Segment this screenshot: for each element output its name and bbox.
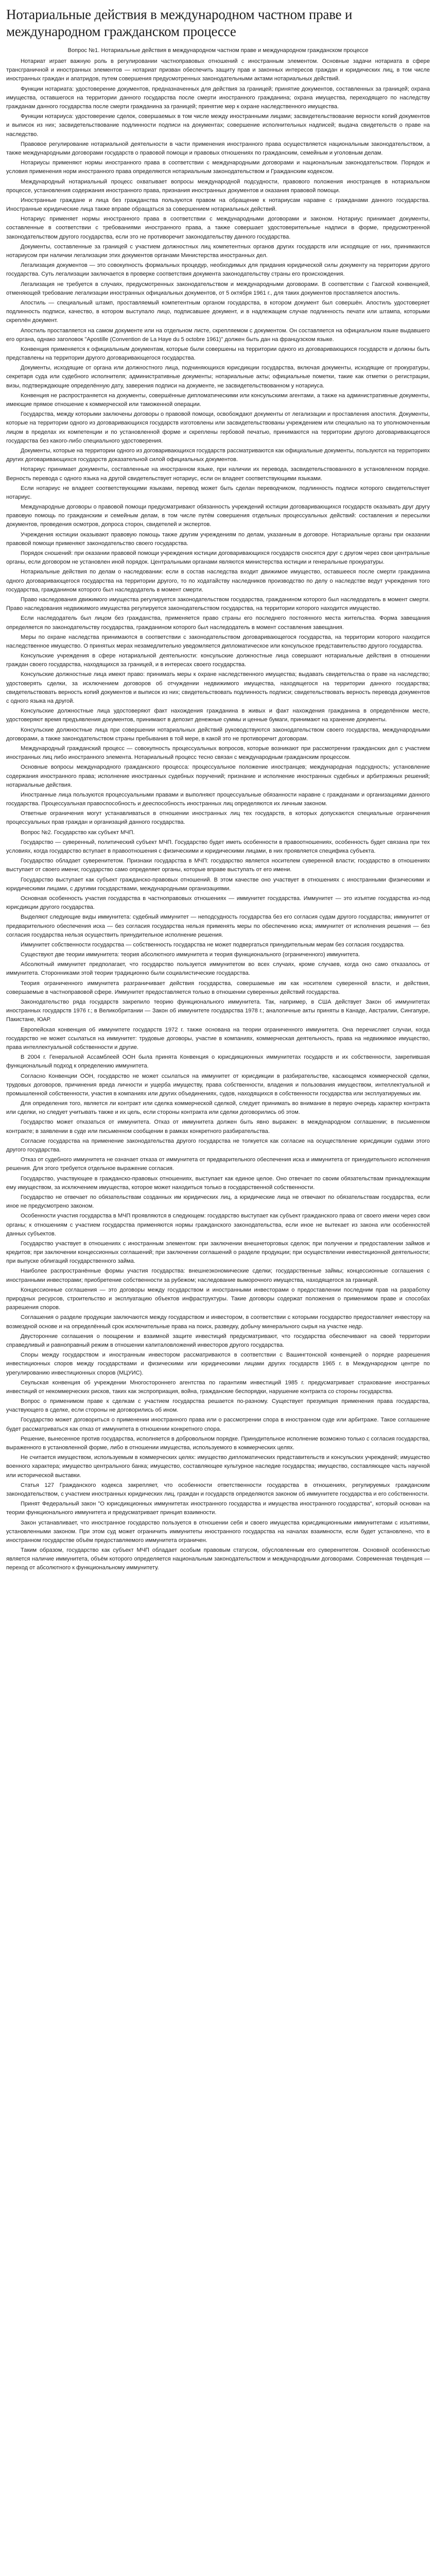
body-paragraph: Государства, между которыми заключены договоры о правовой помощи, освобождают документы от легализации и проставления апостиля. Документы, которые на территории одного из договаривающихся государств изготовлены или засвидетельствованы учреждением или специально на то уполномоченным лицом в пределах их компетенции и по установленной форме и скреплены гербовой печатью, принимаются на территории другого договаривающегося государства без какого-либо специального удостоверения. (6, 411, 430, 444)
body-paragraph: Основная особенность участия государства в частноправовых отношениях — иммунитет государства. Иммунитет — это изъятие государства из-под юрисдикции другого государства. (6, 895, 430, 911)
body-paragraph: Нотариальные действия по делам о наследовании: если в состав наследства входит движимое имущество, оставшееся после смерти гражданина одного договаривающегося государства на территории другого, то по ходатайству наследников производство по делу о наследстве ведут учреждения того государства, гражданином которого был наследодатель в момент смерти. (6, 569, 430, 593)
article-body (6, 46, 430, 1573)
body-paragraph: Таким образом, государство как субъект МЧП обладает особым правовым статусом, обусловленным его суверенитетом. Основной особенностью является наличие иммунитета, объём которого определяется национальным законодательством и международными договорами. Современная тенденция — переход от абсолютного к функциональному иммунитету. (6, 1547, 430, 1571)
body-paragraph: Консульские должностные лица удостоверяют факт нахождения гражданина в живых и факт нахождения гражданина в определённом месте, удостоверяют время предъявления документов, принимают в депозит денежные суммы и ценные бумаги, принимают на хранение документы. (6, 708, 430, 723)
body-paragraph: Конвенция не распространяется на документы, совершённые дипломатическими или консульскими агентами, а также на административные документы, имеющие прямое отношение к коммерческой или таможенной операции. (6, 392, 430, 408)
body-paragraph: Учреждения юстиции оказывают правовую помощь также другим учреждениям по делам, указанным в договоре. Нотариальные органы при оказании правовой помощи применяют законодательство своего государства. (6, 531, 430, 547)
body-paragraph: Консульские учреждения в сфере нотариальной деятельности: консульские должностные лица совершают нотариальные действия в отношении граждан своего государства, находящихся за границей, и в интересах своего государства. (6, 653, 430, 668)
body-paragraph: Консульские должностные лица при совершении нотариальных действий руководствуются законодательством своего государства, международными договорами, а также законодательством страны пребывания в той мере, в какой это не противоречит договорам. (6, 726, 430, 742)
body-paragraph: Сеульская конвенция об учреждении Многостороннего агентства по гарантиям инвестиций 1985 г. предусматривает страхование иностранных инвестиций от некоммерческих рисков, таких как экспроприация, война, гражданские беспорядки, нарушение контракта со стороны государства. (6, 1379, 430, 1395)
body-paragraph: Государство может отказаться от иммунитета. Отказ от иммунитета должен быть явно выражен: в международном соглашении; в письменном контракте; в заявлении в суде или письменном сообщении в рамках конкретного разбирательства. (6, 1119, 430, 1134)
body-paragraph: Меры по охране наследства принимаются в соответствии с законодательством договаривающегося государства, на территории которого находится наследственное имущество. О принятых мерах незамедлительно уведомляется дипломатическое или консульское представительство другого государства. (6, 634, 430, 649)
body-paragraph: Государство выступает как субъект гражданско-правовых отношений. В этом качестве оно участвует в отношениях с иностранными физическими и юридическими лицами, с другими государствами, международными организациями. (6, 876, 430, 892)
body-paragraph: Апостиль проставляется на самом документе или на отдельном листе, скрепляемом с документом. Он составляется на официальном языке выдавшего его органа, однако заголовок "Apostille (Convention de La Haye du 5 octobre 1961)" должен быть дан на французском языке. (6, 327, 430, 343)
body-paragraph: Иностранные лица пользуются процессуальными правами и выполняют процессуальные обязанности наравне с гражданами и организациями данного государства. Процессуальная правоспособность и дееспособность иностранных лиц определяются их личным законом. (6, 791, 430, 807)
body-paragraph: Основные вопросы международного гражданского процесса: процессуальное положение иностранцев; международная подсудность; установление содержания иностранного права; исполнение иностранных судебных поручений; признание и исполнение иностранных судебных и арбитражных решений; нотариальные действия. (6, 764, 430, 788)
body-paragraph: Европейская конвенция об иммунитете государств 1972 г. также основана на теории ограниченного иммунитета. Она перечисляет случаи, когда государство не может ссылаться на иммунитет: трудовые договоры, участие в компаниях, коммерческая деятельность, права на недвижимое имущество, права интеллектуальной собственности и другие. (6, 1026, 430, 1050)
body-paragraph: Государство обладает суверенитетом. Признаки государства в МЧП: государство является носителем суверенной власти; государство в отношениях выступает от своего имени; государство само определяет органы, которые вправе выступать от его имени. (6, 858, 430, 873)
body-paragraph: Государство может договориться о применении иностранного права или о рассмотрении спора в иностранном суде или арбитраже. Такое соглашение будет рассматриваться как отказ от иммунитета в отношении конкретного спора. (6, 1417, 430, 1432)
body-paragraph: Конвенция применяется к официальным документам, которые были совершены на территории одного из договаривающихся государств и должны быть представлены на территории другого договаривающегося государства. (6, 346, 430, 362)
question-heading: Вопрос №1. Нотариальные действия в международном частном праве и международном гражданском процессе (67, 47, 369, 54)
body-paragraph: Теория ограниченного иммунитета разграничивает действия государства, совершаемые им как носителем суверенной власти, и действия, совершаемые в частноправовой сфере. Иммунитет предоставляется только в отношении суверенных действий государства. (6, 980, 430, 995)
body-paragraph: Функции нотариуса: удостоверение сделок, совершаемых в том числе между иностранными лицами; засвидетельствование верности копий документов и выписок из них; засвидетельствование подлинности подписи на документах; совершение исполнительных надписей; выдача свидетельств о праве на наследство. (6, 113, 430, 138)
body-paragraph: Для определения того, является ли контракт или сделка коммерческой сделкой, следует принимать во внимание в первую очередь характер контракта или сделки, но следует учитывать также и их цель, если стороны контракта или сделки договорились об этом. (6, 1100, 430, 1116)
body-paragraph: Статья 127 Гражданского кодекса закрепляет, что особенности ответственности государства в отношениях, регулируемых гражданским законодательством, с участием иностранных юридических лиц, граждан и государств определяются законом об иммунитете государства и его собственности. (6, 1482, 430, 1497)
body-paragraph: Документы, составленные за границей с участием должностных лиц компетентных органов других государств или исходящие от них, принимаются нотариусом при наличии легализации этих документов органами Министерства иностранных дел. (6, 243, 430, 259)
body-paragraph: Государство — суверенный, политический субъект МЧП. Государство будет иметь особенности в правоотношениях, особенность будет связана при тех условиях, когда государство вступает в правоотношения с физическими и юридическими лицами, в них проявляется специфика субъекта. (6, 839, 430, 854)
body-paragraph: Апостиль — специальный штамп, проставляемый компетентным органом государства, в котором документ был совершён. Апостиль удостоверяет подлинность подписи, качество, в котором выступало лицо, подписавшее документ, и в надлежащем случае подлинность печати или штампа, которыми скреплён документ. (6, 299, 430, 324)
body-paragraph: Если нотариус не владеет соответствующими языками, перевод может быть сделан переводчиком, подлинность подписи которого свидетельствует нотариус. (6, 485, 430, 500)
body-paragraph: Легализация документов — это совокупность формальных процедур, необходимых для придания юридической силы документу на территории другого государства. Суть легализации заключается в проверке соответствия документа законодательству страны его происхождения. (6, 262, 430, 278)
body-paragraph: Государство, участвующее в гражданско-правовых отношениях, выступает как единое целое. Оно отвечает по своим обязательствам принадлежащим ему имуществом, за исключением имущества, которое может находиться только в государственной собственности. (6, 1175, 430, 1191)
body-paragraph: Абсолютный иммунитет предполагает, что государство пользуется иммунитетом во всех случаях, кроме случаев, когда оно само отказалось от иммунитета. Сторонниками этой теории традиционно были социалистические государства. (6, 961, 430, 977)
body-paragraph: Легализация не требуется в случаях, предусмотренных законодательством и международными договорами. В соответствии с Гаагской конвенцией, отменяющей требование легализации иностранных официальных документов, от 5 октября 1961 г., для таких документов проставляется апостиль. (6, 281, 430, 296)
body-paragraph: В 2004 г. Генеральной Ассамблеей ООН была принята Конвенция о юрисдикционных иммунитетах государств и их собственности, закрепившая функциональный подход к определению иммунитета. (6, 1054, 430, 1070)
body-paragraph: Нотариус принимает документы, составленные на иностранном языке, при наличии их перевода, засвидетельствованного в установленном порядке. Верность перевода с одного языка на другой свидетельствует нотариус, если он владеет соответствующими языками. (6, 466, 430, 482)
body-paragraph: Закон устанавливает, что иностранное государство пользуется в отношении себя и своего имущества юрисдикционными иммунитетами с изъятиями, установленными законом. При этом суд может ограничить иммунитеты иностранного государства на началах взаимности, если будет установлено, что в иностранном государстве объём предоставляемого иммунитета ограничен. (6, 1519, 430, 1544)
body-paragraph: Международный гражданский процесс — совокупность процессуальных вопросов, которые возникают при рассмотрении гражданских дел с участием иностранных лиц либо иностранного элемента. Нотариальный процесс тесно связан с международным гражданским процессом. (6, 745, 430, 761)
body-paragraph: Документы, исходящие от органа или должностного лица, подчиняющихся юрисдикции государства, включая документы, исходящие от прокуратуры, секретаря суда или судебного исполнителя; административные документы; нотариальные акты; официальные пометки, такие как отметки о регистрации, визы, подтверждающие определённую дату, заверения подписи на документе, не засвидетельствованном у нотариуса. (6, 365, 430, 389)
body-paragraph: Правовое регулирование нотариальной деятельности в части применения иностранного права осуществляется национальным законодательством, а также международными договорами государств о правовой помощи и правовых отношениях по гражданским, семейным и уголовным делам. (6, 141, 430, 156)
body-paragraph: Согласие государства на применение законодательства другого государства не толкуется как согласие на осуществление юрисдикции судами этого другого государства. (6, 1138, 430, 1153)
body-paragraph: Документы, которые на территории одного из договаривающихся государств рассматриваются как официальные документы, пользуются на территориях других договаривающихся государств доказательной силой официальных документов. (6, 447, 430, 463)
body-paragraph: Наиболее распространённые формы участия государства: внешнеэкономические сделки; государственные займы; концессионные соглашения с иностранными инвесторами; приобретение собственности за рубежом; наследование выморочного имущества, находящегося за границей. (6, 1268, 430, 1283)
body-paragraph: Государство не отвечает по обязательствам созданных им юридических лиц, а юридические лица не отвечают по обязательствам государства, если иное не предусмотрено законом. (6, 1194, 430, 1210)
body-paragraph: Соглашения о разделе продукции заключаются между государством и инвестором, в соответствии с которыми государство предоставляет инвестору на возмездной основе и на определённый срок исключительные права на поиск, разведку, добычу минерального сырья на участке недр. (6, 1314, 430, 1330)
body-paragraph: Если наследодатель был лицом без гражданства, применяется право страны его последнего постоянного места жительства. Форма завещания определяется по законодательству государства, гражданином которого был наследодатель в момент составления завещания. (6, 615, 430, 631)
body-paragraph: Международные договоры о правовой помощи предусматривают обязанность учреждений юстиции договаривающихся государств оказывать друг другу правовую помощь по гражданским и семейным делам, в том числе путём совершения отдельных процессуальных действий: составления и пересылки документов, проведения осмотров, допроса сторон, свидетелей и экспертов. (6, 504, 430, 528)
body-paragraph: Международный нотариальный процесс охватывает вопросы международной подсудности, правового положения иностранцев в нотариальном процессе, установления содержания иностранного права, признания иностранных документов и оказания правовой помощи. (6, 178, 430, 194)
body-paragraph: Нотариусы применяют нормы иностранного права в соответствии с международными договорами и национальным законодательством. Порядок и условия применения норм иностранного права определяются нотариальным законодательством и Гражданским кодексом. (6, 160, 430, 175)
body-paragraph: Государство участвует в отношениях с иностранным элементом: при заключении внешнеторговых сделок; при получении и предоставлении займов и кредитов; при заключении концессионных соглашений; при заключении соглашений о разделе продукции; при осуществлении инвестиционной деятельности; при выпуске облигаций государственного займа. (6, 1240, 430, 1265)
body-paragraph: Концессионные соглашения — это договоры между государством и иностранными инвесторами о предоставлении последним прав на разработку природных ресурсов, строительство и эксплуатацию объектов инфраструктуры. Такие договоры содержат положения о применимом праве и способах разрешения споров. (6, 1286, 430, 1311)
body-paragraph: Функции нотариата: удостоверение документов, предназначенных для действия за границей; принятие документов, составленных за границей; охрана имущества, оставшегося на территории данного государства после смерти иностранного гражданина; охрана имущества, переходящего по наследству гражданам данного государства после смерти гражданина за границей; принятие мер к охране наследственного имущества. (6, 86, 430, 110)
body-paragraph: Консульские должностные лица имеют право: принимать меры к охране наследственного имущества; выдавать свидетельства о праве на наследство; удостоверять сделки, за исключением договоров об отчуждении недвижимого имущества, находящегося на территории данного государства; свидетельствовать верность копий документов и выписок из них; свидетельствовать подлинность подписи; свидетельствовать верность перевода документов с одного языка на другой. (6, 671, 430, 704)
body-paragraph: Выделяют следующие виды иммунитета: судебный иммунитет — неподсудность государства без его согласия судам другого государства; иммунитет от предварительного обеспечения иска — без согласия государства нельзя применять меры по обеспечению иска; иммунитет от исполнения решения — без согласия государства нельзя осуществить принудительное исполнение решения. (6, 914, 430, 938)
body-paragraph: Вопрос №2. Государство как субъект МЧП. (21, 829, 135, 836)
page-title: Нотариальные действия в международном частном праве и международном гражданском процессе (6, 7, 353, 39)
body-paragraph: Порядок сношений: при оказании правовой помощи учреждения юстиции договаривающихся государств сносятся друг с другом через свои центральные органы, если договором не установлен иной порядок. Центральными органами являются министерства юстиции и генеральные прокуратуры. (6, 550, 430, 566)
body-paragraph: Споры между государством и иностранным инвестором рассматриваются в соответствии с Вашингтонской конвенцией о порядке разрешения инвестиционных споров между государствами и физическими или юридическими лицами других государств 1965 г. в Международном центре по урегулированию инвестиционных споров (МЦУИС). (6, 1352, 430, 1376)
body-paragraph: Нотариус применяет нормы иностранного права в соответствии с международными договорами и законом. Нотариус принимает документы, составленные в соответствии с требованиями иностранного права, а также совершает удостоверительные надписи в форме, предусмотренной законодательством другого государства, если это не противоречит законодательству данного государства. (6, 216, 430, 240)
body-paragraph: Существуют две теории иммунитета: теория абсолютного иммунитета и теория функционального (ограниченного) иммунитета. (21, 952, 360, 958)
body-paragraph: Нотариат играет важную роль в регулировании частноправовых отношений с иностранным элементом. Основные задачи нотариата в сфере трансграничной и иностранных элементов — нотариат призван обеспечить защиту прав и законных интересов граждан и юридических лиц, в том числе иностранных граждан и апатридов, путем совершения предусмотренных законодательными актами нотариальных действий. (6, 58, 430, 82)
body-paragraph: Ответные ограничения могут устанавливаться в отношении иностранных лиц тех государств, в которых допускаются специальные ограничения процессуальных прав граждан и организаций данного государства. (6, 810, 430, 826)
body-paragraph: Согласно Конвенции ООН, государство не может ссылаться на иммунитет от юрисдикции в разбирательстве, касающемся коммерческой сделки, трудовых договоров, причинения вреда личности и ущерба имуществу, права собственности, владения и пользования имуществом, интеллектуальной и промышленной собственности, участия в компаниях или других объединениях, судов, находящихся в собственности государства или эксплуатируемых им. (6, 1073, 430, 1097)
body-paragraph: Иммунитет собственности государства — собственность государства не может подвергаться принудительным мерам без согласия государства. (21, 941, 405, 948)
body-paragraph: Принят Федеральный закон "О юрисдикционных иммунитетах иностранного государства и имущества иностранного государства", который основан на теории функционального иммунитета и предусматривает принцип взаимности. (6, 1501, 430, 1516)
body-paragraph: Иностранные граждане и лица без гражданства пользуются правом на обращение к нотариусам наравне с гражданами данного государства. Иностранные юридические лица также вправе обращаться за совершением нотариальных действий. (6, 197, 430, 213)
body-paragraph: Отказ от судебного иммунитета не означает отказа от иммунитета от предварительного обеспечения иска и иммунитета от принудительного исполнения решения. Для этого требуется отдельное выражение согласия. (6, 1157, 430, 1172)
body-paragraph: Не считается имуществом, используемым в коммерческих целях: имущество дипломатических представительств и консульских учреждений; имущество военного характера; имущество центрального банка; имущество, составляющее культурное наследие государства; имущество, составляющее часть научной или исторической выставки. (6, 1454, 430, 1479)
body-paragraph: Особенности участия государства в МЧП проявляются в следующем: государство выступает как субъект гражданского права от своего имени через свои органы; к отношениям с участием государства применяются нормы гражданского законодательства, если иное не вытекает из закона или особенностей данных субъектов. (6, 1213, 430, 1237)
body-paragraph: Решение, вынесенное против государства, исполняется в добровольном порядке. Принудительное исполнение возможно только с согласия государства, выраженного в установленной форме, либо в отношении имущества, используемого в коммерческих целях. (6, 1435, 430, 1451)
body-paragraph: Двусторонние соглашения о поощрении и взаимной защите инвестиций предусматривают, что государства обеспечивают на своей территории справедливый и равноправный режим в отношении капиталовложений инвесторов другого государства. (6, 1333, 430, 1348)
body-paragraph: Право наследования движимого имущества регулируется законодательством государства, гражданином которого был наследодатель в момент смерти. Право наследования недвижимого имущества регулируется законодательством государства, на территории которого находится имущество. (6, 596, 430, 612)
body-paragraph: Вопрос о применимом праве к сделкам с участием государства решается по-разному. Существует презумпция применения права государства, участвующего в сделке, если стороны не договорились об ином. (6, 1398, 430, 1414)
body-paragraph: Законодательство ряда государств закрепило теорию функционального иммунитета. Так, например, в США действует Закон об иммунитетах иностранных государств 1976 г.; в Великобритании — Закон об иммунитете государства 1978 г.; аналогичные акты приняты в Канаде, Австралии, Сингапуре, Пакистане, ЮАР. (6, 999, 430, 1023)
